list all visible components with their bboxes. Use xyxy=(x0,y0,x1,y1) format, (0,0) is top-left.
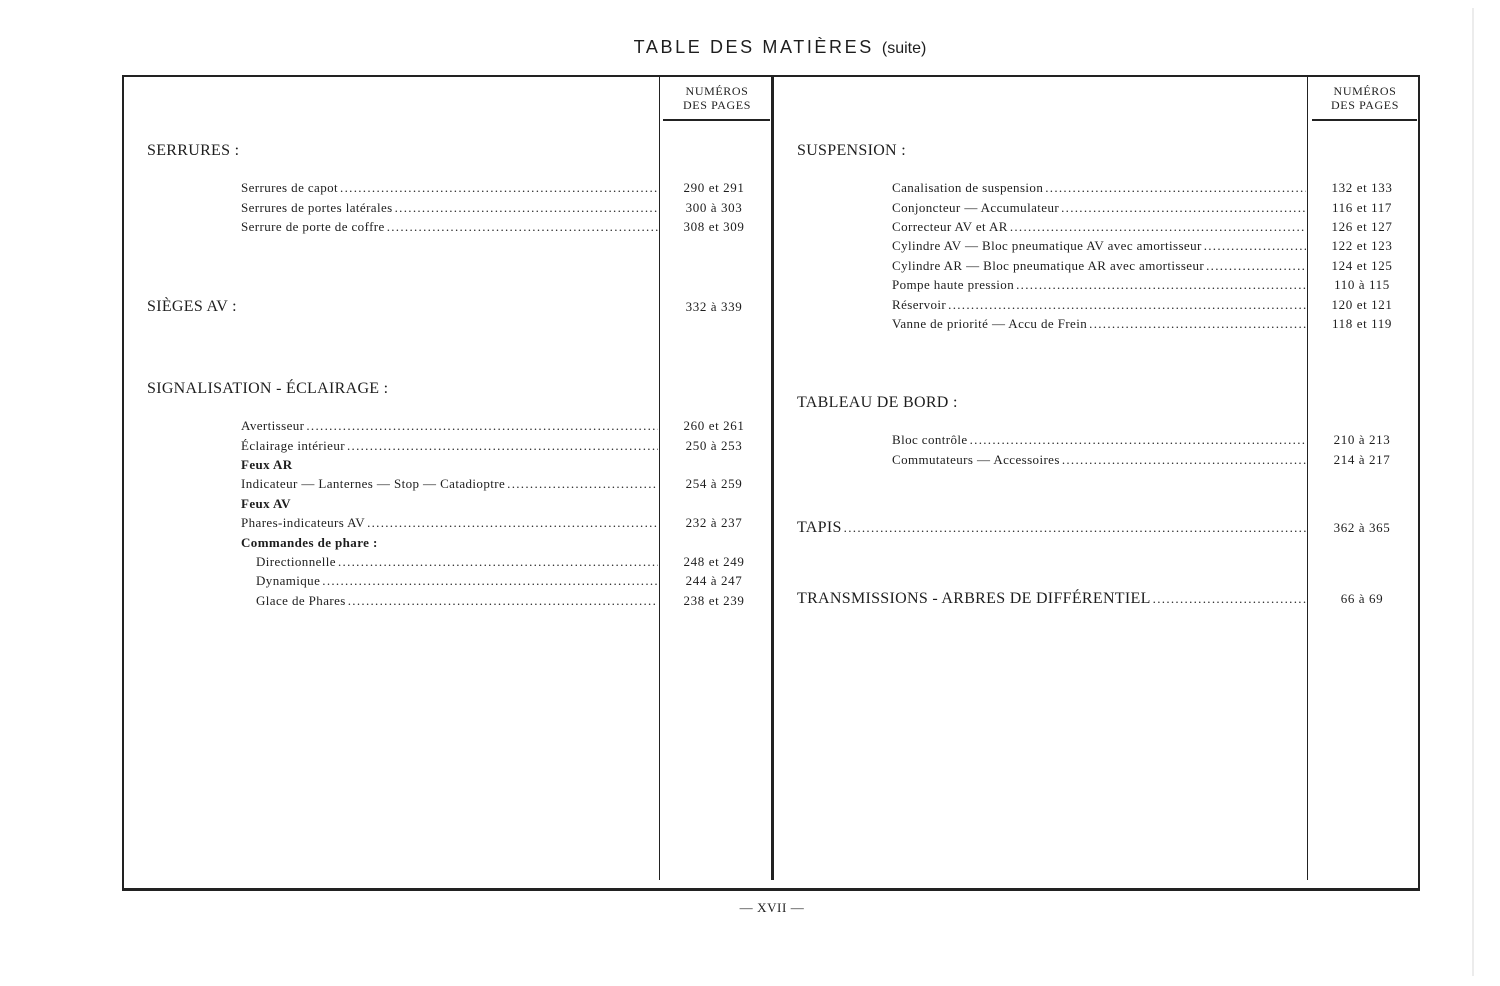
entry-pages: 122 et 123 xyxy=(1331,238,1393,253)
entry-label: Bloc contrôle xyxy=(892,432,968,447)
column-header-line1: NUMÉROS xyxy=(685,84,749,98)
section-heading-suspension xyxy=(797,141,1418,161)
dot-leader xyxy=(1010,219,1306,235)
entry-pages: 116 et 117 xyxy=(1332,200,1392,215)
entry-label: Serrures de portes latérales xyxy=(241,200,393,215)
section-heading-label: SIÈGES AV : xyxy=(147,298,237,315)
dot-leader xyxy=(844,518,1306,538)
entry-pages: 254 à 259 xyxy=(685,476,743,491)
entry-pages: 232 à 237 xyxy=(685,515,743,530)
title-main: TABLE DES MATIÈRES xyxy=(633,37,874,57)
column-header-line2: DES PAGES xyxy=(683,98,751,112)
section-heading-label: SUSPENSION : xyxy=(797,142,906,159)
section-heading-sieges-av xyxy=(147,297,770,317)
section-heading-tableau-de-bord xyxy=(797,393,1418,413)
entry-pages: 248 et 249 xyxy=(683,554,745,569)
column-header-line2: DES PAGES xyxy=(1331,98,1399,112)
dot-leader xyxy=(1206,258,1306,274)
dot-leader xyxy=(970,432,1306,448)
left-header-underline xyxy=(663,119,770,121)
page-number-footer: — XVII — xyxy=(739,900,805,915)
entry-label: Conjoncteur — Accumulateur xyxy=(892,200,1060,215)
entry-pages: 238 et 239 xyxy=(683,593,745,608)
left-page-column-header xyxy=(665,84,769,112)
entry-pages: 290 et 291 xyxy=(683,180,745,195)
title-suffix: (suite) xyxy=(881,40,927,57)
column-header-line1: NUMÉROS xyxy=(1333,84,1397,98)
entry-pages: 260 et 261 xyxy=(683,418,745,433)
entry-label: Directionnelle xyxy=(256,554,336,569)
entry-pages: 126 et 127 xyxy=(1331,219,1393,234)
section-pages: 362 à 365 xyxy=(1333,520,1391,535)
section-heading-label: SERRURES : xyxy=(147,142,240,159)
dot-leader xyxy=(340,180,658,196)
toc-entry xyxy=(892,297,1418,313)
section-heading-label: TAPIS xyxy=(797,519,842,536)
entry-pages: 110 à 115 xyxy=(1334,277,1390,292)
entry-label: Commutateurs — Accessoires xyxy=(892,452,1060,467)
dot-leader xyxy=(1061,200,1306,216)
toc-entry xyxy=(256,554,770,570)
subheading-label: Commandes de phare : xyxy=(241,535,378,550)
section-heading-signalisation-eclairage xyxy=(147,379,770,399)
section-heading-tapis xyxy=(797,518,1418,538)
toc-entry xyxy=(892,432,1418,448)
toc-entry xyxy=(892,219,1418,235)
right-page-column-divider xyxy=(1307,77,1308,880)
subheading-label: Feux AR xyxy=(241,457,293,472)
toc-entry xyxy=(256,573,770,589)
entry-label: Canalisation de suspension xyxy=(892,180,1044,195)
toc-entry xyxy=(892,316,1418,332)
dot-leader xyxy=(1045,180,1306,196)
toc-subheading xyxy=(241,496,770,512)
dot-leader xyxy=(1062,452,1306,468)
toc-entry xyxy=(241,200,770,216)
dot-leader xyxy=(306,418,658,434)
toc-entry xyxy=(892,238,1418,254)
entry-pages: 300 à 303 xyxy=(685,200,743,215)
section-heading-label: SIGNALISATION - ÉCLAIRAGE : xyxy=(147,380,389,397)
dot-leader xyxy=(395,200,658,216)
toc-entry xyxy=(256,593,770,609)
entry-label: Correcteur AV et AR xyxy=(892,219,1008,234)
right-page-column-header xyxy=(1313,84,1417,112)
dot-leader xyxy=(367,515,658,531)
toc-entry xyxy=(892,200,1418,216)
dot-leader xyxy=(948,297,1306,313)
page-title xyxy=(560,33,1000,63)
entry-pages: 308 et 309 xyxy=(683,219,745,234)
entry-pages: 250 à 253 xyxy=(685,438,743,453)
dot-leader xyxy=(1016,277,1306,293)
subheading-label: Feux AV xyxy=(241,496,291,511)
toc-entry xyxy=(241,180,770,196)
dot-leader xyxy=(507,476,658,492)
section-heading-label: TABLEAU DE BORD : xyxy=(797,394,958,411)
toc-entry xyxy=(892,452,1418,468)
entry-label: Indicateur — Lanternes — Stop — Catadioptre xyxy=(241,476,506,491)
toc-entry xyxy=(892,258,1418,274)
toc-subheading xyxy=(241,457,770,473)
entry-pages: 120 et 121 xyxy=(1331,297,1393,312)
dot-leader xyxy=(348,593,658,609)
entry-pages: 214 à 217 xyxy=(1333,452,1391,467)
entry-pages: 210 à 213 xyxy=(1333,432,1391,447)
entry-pages: 118 et 119 xyxy=(1332,316,1392,331)
right-header-underline xyxy=(1312,119,1417,121)
dot-leader xyxy=(1153,589,1306,609)
entry-pages: 124 et 125 xyxy=(1331,258,1393,273)
entry-pages: 132 et 133 xyxy=(1331,180,1393,195)
toc-entry xyxy=(892,277,1418,293)
entry-label: Éclairage intérieur xyxy=(241,438,345,453)
dot-leader xyxy=(1204,238,1306,254)
dot-leader xyxy=(338,554,658,570)
entry-label: Cylindre AR — Bloc pneumatique AR avec amortisseur xyxy=(892,258,1205,273)
entry-label: Cylindre AV — Bloc pneumatique AV avec amortisseur xyxy=(892,238,1202,253)
toc-entry xyxy=(241,219,770,235)
entry-pages: 244 à 247 xyxy=(685,573,743,588)
section-pages: 66 à 69 xyxy=(1340,591,1384,606)
entry-label: Vanne de priorité — Accu de Frein xyxy=(892,316,1088,331)
section-heading-transmissions xyxy=(797,589,1418,609)
dot-leader xyxy=(1089,316,1306,332)
toc-entry xyxy=(241,418,770,434)
toc-entry xyxy=(241,438,770,454)
section-pages: 332 à 339 xyxy=(685,299,743,314)
center-divider xyxy=(771,77,774,880)
entry-label: Serrures de capot xyxy=(241,180,339,195)
toc-entry xyxy=(892,180,1418,196)
toc-entry xyxy=(241,476,770,492)
section-heading-label: TRANSMISSIONS - ARBRES DE DIFFÉRENTIEL xyxy=(797,590,1151,607)
dot-leader xyxy=(322,573,658,589)
dot-leader xyxy=(387,219,658,235)
entry-label: Avertisseur xyxy=(241,418,305,433)
toc-entry xyxy=(241,515,770,531)
section-heading-serrures xyxy=(147,141,770,161)
toc-subheading xyxy=(241,535,770,551)
page-edge-shadow xyxy=(1472,8,1474,976)
entry-label: Serrure de porte de coffre xyxy=(241,219,385,234)
entry-label: Dynamique xyxy=(256,573,321,588)
dot-leader xyxy=(347,438,658,454)
entry-label: Réservoir xyxy=(892,297,947,312)
entry-label: Glace de Phares xyxy=(256,593,346,608)
entry-label: Phares-indicateurs AV xyxy=(241,515,366,530)
entry-label: Pompe haute pression xyxy=(892,277,1015,292)
